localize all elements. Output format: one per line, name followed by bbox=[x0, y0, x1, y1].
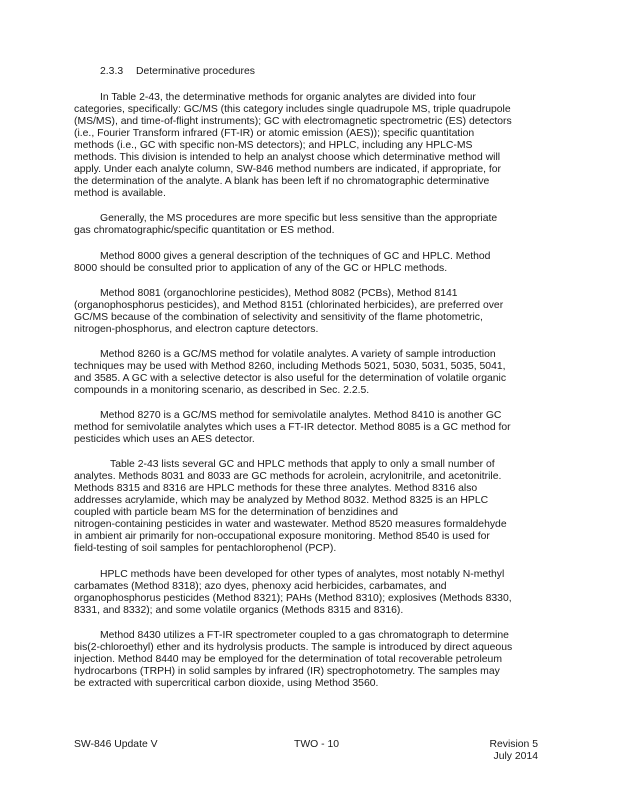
paragraph-line: method is available. bbox=[74, 188, 166, 200]
paragraph-line: (MS/MS), and time-of-flight instruments); GC with electromagnetic spectrometric (ES) detectors bbox=[74, 116, 512, 128]
section-heading bbox=[100, 66, 255, 78]
paragraph-line: methods. This division is intended to help an analyst choose which determinative method will bbox=[74, 152, 501, 164]
paragraph-line: and 3585. A GC with a selective detector is also useful for the determination of volatile organic bbox=[74, 372, 507, 384]
paragraph-line: Method 8430 utilizes a FT-IR spectrometer coupled to a gas chromatograph to determine bbox=[100, 629, 509, 641]
paragraph-line: Method 8000 gives a general description of the techniques of GC and HPLC. Method bbox=[100, 250, 491, 262]
paragraph-line: categories, specifically: GC/MS (this category includes single quadrupole MS, triple quadrupole bbox=[74, 104, 511, 116]
paragraph-line: analytes. Methods 8031 and 8033 are GC methods for acrolein, acrylonitrile, and acetonitrile. bbox=[74, 471, 502, 483]
paragraph-line: be extracted with supercritical carbon dioxide, using Method 3560. bbox=[74, 677, 379, 689]
paragraph-line: techniques may be used with Method 8260, including Methods 5021, 5030, 5031, 5035, 5041, bbox=[74, 360, 506, 372]
paragraph bbox=[74, 410, 546, 446]
paragraph-line: apply. Under each analyte column, SW-846 method numbers are indicated, if appropriate, for bbox=[74, 164, 502, 176]
paragraph bbox=[74, 288, 546, 336]
footer-page-number: TWO - 10 bbox=[294, 739, 340, 750]
paragraph-line: (organophosphorus pesticides), and Method 8151 (chlorinated herbicides), are preferred over bbox=[74, 299, 504, 311]
paragraph-line: Method 8270 is a GC/MS method for semivolatile analytes. Method 8410 is another GC bbox=[100, 409, 502, 421]
paragraph-line: carbamates (Method 8318); azo dyes, phenoxy acid herbicides, carbamates, and bbox=[74, 580, 447, 592]
paragraph bbox=[74, 349, 546, 397]
paragraph-line: bis(2-chloroethyl) ether and its hydrolysis products. The sample is introduced by direct aqueous bbox=[74, 641, 513, 653]
paragraph-line: Method 8081 (organochlorine pesticides), Method 8082 (PCBs), Method 8141 bbox=[100, 287, 458, 299]
footer-date: July 2014 bbox=[493, 751, 538, 762]
paragraph-line: pesticides which uses an AES detector. bbox=[74, 434, 255, 446]
paragraph-line: HPLC methods have been developed for other types of analytes, most notably N-methyl bbox=[100, 568, 505, 580]
paragraph-line: method for semivolatile analytes which uses a FT-IR detector. Method 8085 is a GC method for bbox=[74, 422, 511, 434]
paragraph-line: Methods 8315 and 8316 are HPLC methods for these three analytes. Method 8316 also bbox=[74, 483, 478, 495]
paragraph bbox=[74, 92, 546, 200]
section-number: 2.3.3 bbox=[100, 66, 124, 77]
paragraph-line: hydrocarbons (TRPH) in solid samples by infrared (IR) spectrophotometry. The samples may bbox=[74, 665, 500, 677]
paragraph-line: 8331, and 8332); and some volatile organics (Methods 8315 and 8316). bbox=[74, 604, 404, 616]
paragraph-line: Table 2-43 lists several GC and HPLC methods that apply to only a small number of bbox=[110, 459, 495, 471]
paragraph bbox=[74, 630, 546, 690]
footer-document-id: SW-846 Update V bbox=[74, 739, 158, 750]
paragraph-line: the determination of the analyte. A blank has been left if no chromatographic determinative bbox=[74, 176, 490, 188]
paragraph-line: methods (i.e., GC with specific non-MS detectors); and HPLC, including any HPLC-MS bbox=[74, 140, 473, 152]
paragraph-line: Method 8260 is a GC/MS method for volatile analytes. A variety of sample introduction bbox=[100, 348, 496, 360]
paragraph-line: in ambient air primarily for non-occupational exposure monitoring. Method 8540 is used for bbox=[74, 531, 490, 543]
paragraph-line: coupled with particle beam MS for the determination of benzidines and bbox=[74, 507, 399, 519]
paragraph-line: addresses acrylamide, which may be analyzed by Method 8032. Method 8325 is an HPLC bbox=[74, 495, 489, 507]
paragraph-line: organophosphorus pesticides (Method 8321); PAHs (Method 8310); explosives (Methods 8330, bbox=[74, 592, 512, 604]
paragraph bbox=[74, 251, 546, 275]
paragraph-line: Generally, the MS procedures are more specific but less sensitive than the appropriate bbox=[100, 213, 498, 225]
paragraph-line: field-testing of soil samples for pentachlorophenol (PCP). bbox=[74, 543, 337, 555]
paragraph-line: In Table 2-43, the determinative methods for organic analytes are divided into four bbox=[100, 92, 476, 103]
section-title: Determinative procedures bbox=[136, 66, 255, 77]
paragraph bbox=[74, 569, 546, 617]
paragraph bbox=[74, 213, 546, 237]
paragraph-line: gas chromatographic/specific quantitation or ES method. bbox=[74, 225, 335, 237]
paragraph-line: injection. Method 8440 may be employed for the determination of total recoverable petroleum bbox=[74, 653, 502, 665]
footer-revision: Revision 5 bbox=[489, 739, 538, 750]
paragraph-line: GC/MS because of the combination of selectivity and sensitivity of the flame photometric, bbox=[74, 311, 483, 323]
paragraph-line: 8000 should be consulted prior to application of any of the GC or HPLC methods. bbox=[74, 262, 448, 274]
footer-revision-block bbox=[489, 739, 538, 763]
paragraph-line: (i.e., Fourier Transform infrared (FT-IR) or atomic emission (AES)); specific quantitation bbox=[74, 128, 475, 140]
paragraph-line: compounds in a monitoring scenario, as described in Sec. 2.2.5. bbox=[74, 384, 370, 396]
document-body bbox=[74, 92, 546, 703]
paragraph-line: nitrogen-containing pesticides in water and wastewater. Method 8520 measures formaldehyde bbox=[74, 519, 507, 531]
paragraph bbox=[74, 459, 546, 555]
paragraph-line: nitrogen-phosphorus, and electron capture detectors. bbox=[74, 323, 319, 335]
